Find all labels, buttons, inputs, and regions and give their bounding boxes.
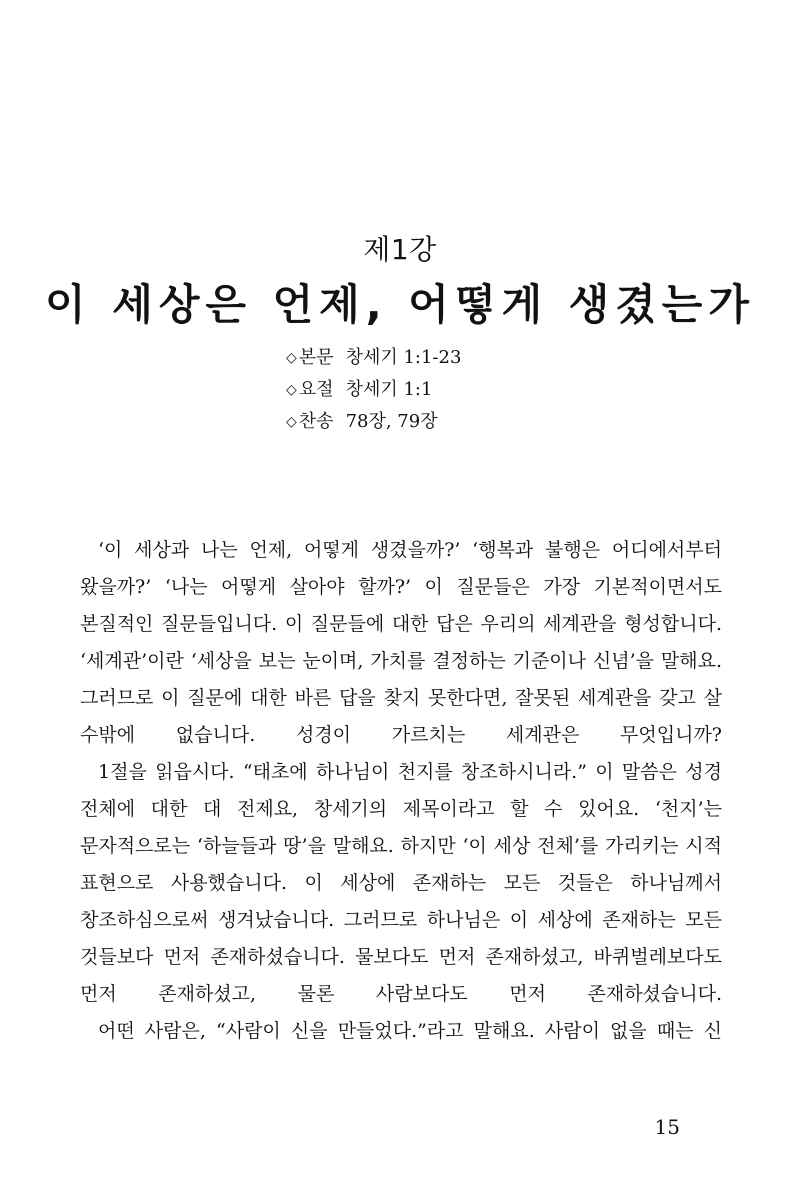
paragraph: 1절을 읽읍시다. “태초에 하나님이 천지를 창조하시니라.” 이 말씀은 성경 전체에 대한 대 전제요, 창세기의 제목이라고 할 수 있어요. ‘천지’는 문자적으로는 ‘하늘들과 땅’을 말해요. 하지만 ‘이 세상 전체’를 가리키는 시적 표현으로 사용했습니다. 이 세상에 존재하는 모든 것들은 하나님께서 창조하심으로써 생겨났습니다. 그러므로 하나님은 이 세상에 존재하는 모든 것들보다 먼저 존재하셨습니다. 물보다도 먼저 존재하셨고, 바퀴벌레보다도 먼저 존재하셨고, 물론 사람보다도 먼저 존재하셨습니다. [80, 761, 722, 1005]
reference-value: 창세기 1:1 [345, 379, 433, 400]
diamond-bullet-icon: ◇ [286, 382, 297, 398]
body-text [80, 532, 722, 1050]
reference-item-key-verse [286, 374, 586, 406]
diamond-bullet-icon: ◇ [286, 350, 297, 366]
reference-value: 78장, 79장 [345, 411, 438, 432]
reference-label: 본문 [298, 347, 334, 368]
reference-item-text [286, 342, 586, 374]
chapter-label: 제1강 [363, 233, 437, 266]
paragraph: ‘이 세상과 나는 언제, 어떻게 생겼을까?’ ‘행복과 불행은 어디에서부터 왔을까?’ ‘나는 어떻게 살아야 할까?’ 이 질문들은 가장 기본적이면서도 본질적인 질문들입니다. 이 질문들에 대한 답은 우리의 세계관을 형성합니다. ‘세계관’이란 ‘세상을 보는 눈이며, 가치를 결정하는 기준이나 신념’을 말해요. 그러므로 이 질문에 대한 바른 답을 찾지 못한다면, 잘못된 세계관을 갖고 살 수밖에 없습니다. 성경이 가르치는 세계관은 무엇입니까? [80, 539, 722, 746]
reference-value: 창세기 1:1-23 [345, 347, 462, 368]
page-number: 15 [654, 1115, 680, 1139]
scripture-references [286, 342, 586, 438]
diamond-bullet-icon: ◇ [286, 414, 297, 430]
paragraph: 어떤 사람은, “사람이 신을 만들었다.”라고 말해요. 사람이 없을 때는 신 [98, 1020, 722, 1042]
reference-label: 요절 [298, 379, 334, 400]
chapter-title: 이 세상은 언제, 어떻게 생겼는가 [45, 280, 755, 329]
reference-item-hymn [286, 406, 586, 438]
reference-label: 찬송 [298, 411, 334, 432]
